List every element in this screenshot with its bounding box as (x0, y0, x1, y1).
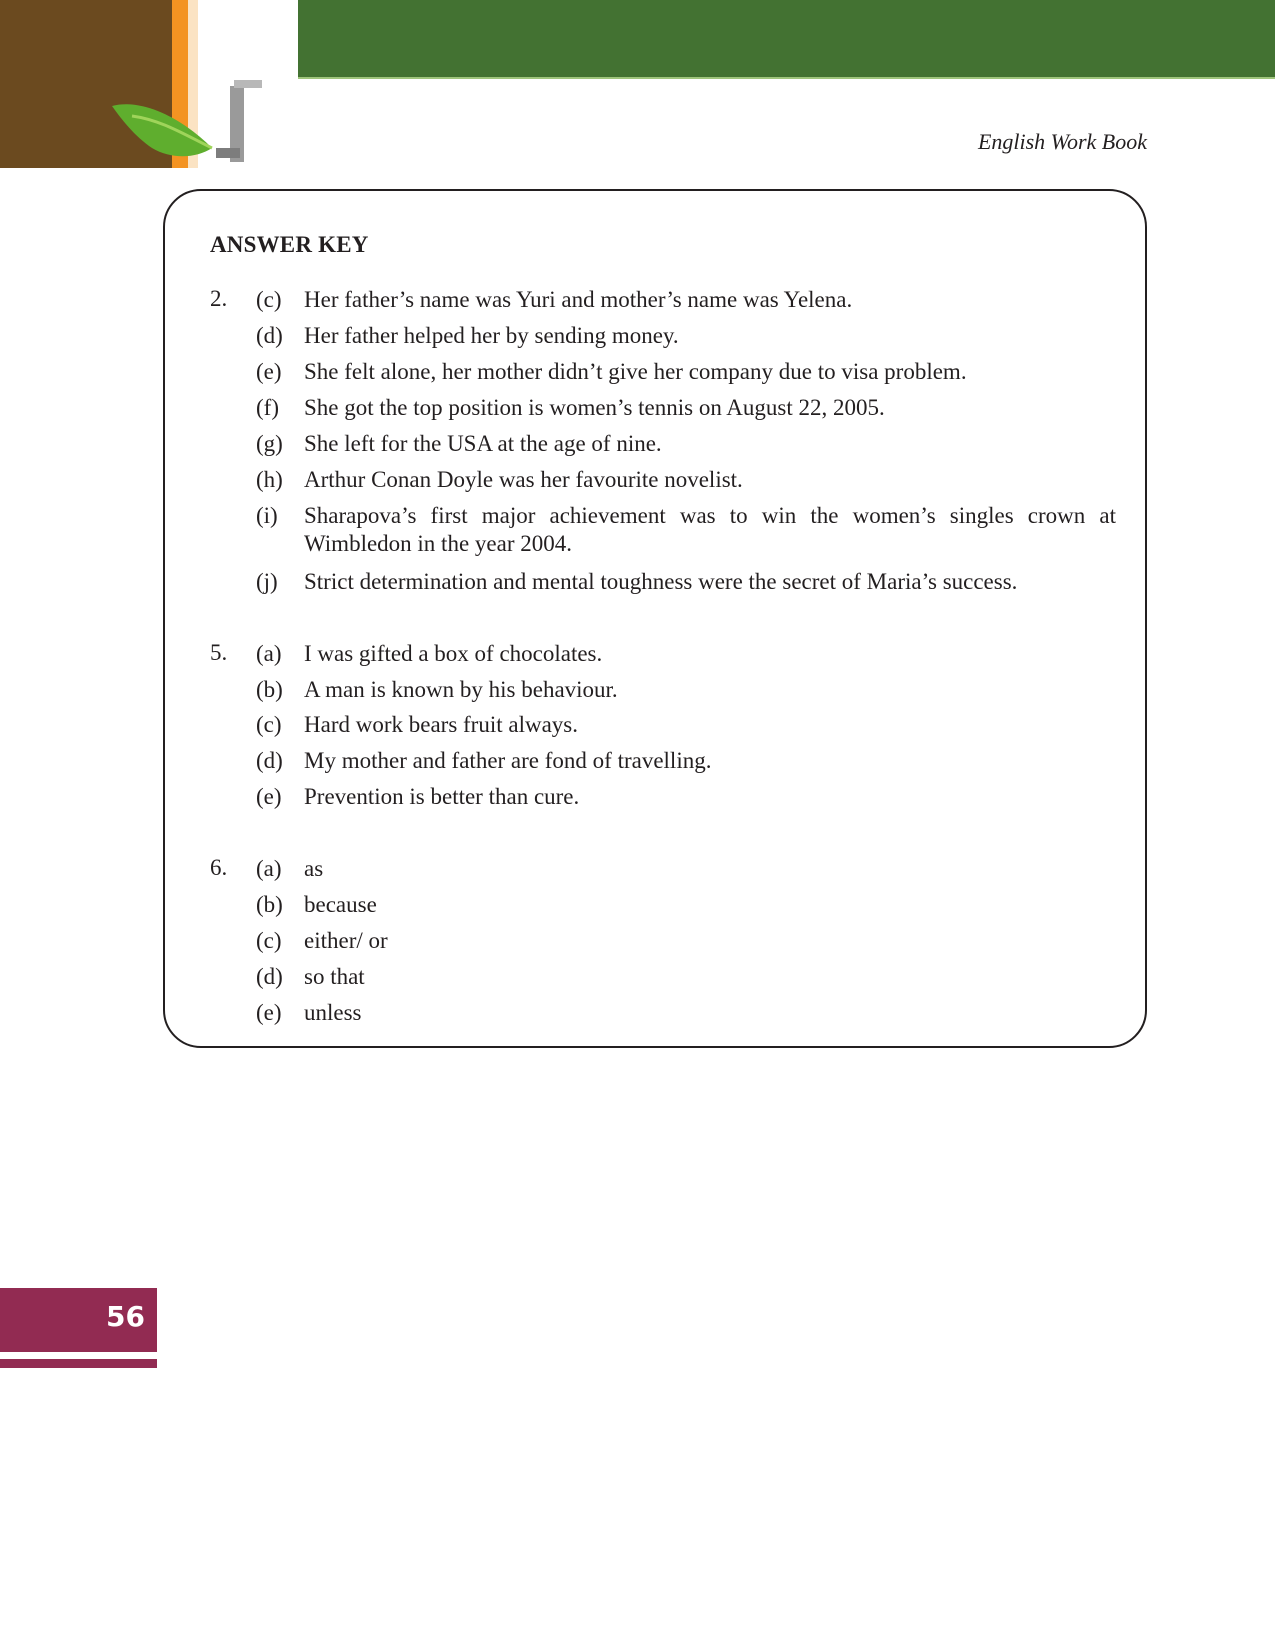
answer-text: I was gifted a box of chocolates. (304, 641, 603, 666)
answer-label: (e) (256, 1000, 282, 1025)
answer-key-box (163, 189, 1147, 1048)
answer-text: She left for the USA at the age of nine. (304, 431, 662, 456)
answer-label: (f) (256, 395, 279, 420)
header-band (298, 0, 1275, 77)
answer-text: as (304, 856, 324, 881)
answer-label: (c) (256, 712, 282, 737)
answer-text: because (304, 892, 377, 917)
answer-label: (h) (256, 467, 283, 492)
answer-item (256, 394, 1116, 422)
leaf-pen-icon (112, 78, 272, 172)
answer-label: (d) (256, 323, 283, 348)
answer-item (256, 711, 1116, 739)
question-number: 5. (210, 640, 228, 665)
answer-item (256, 963, 1116, 991)
answer-text: so that (304, 964, 365, 989)
answer-item (256, 358, 1116, 386)
answer-label: (a) (256, 641, 282, 666)
answer-label: (j) (256, 569, 278, 594)
answer-text: Sharapova’s first major achievement was to win the women’s singles crown at Wimbledon in the year 2004. (304, 503, 1116, 556)
answer-text: She felt alone, her mother didn’t give her company due to visa problem. (304, 359, 967, 384)
answer-item (256, 640, 1116, 668)
answer-text: Her father helped her by sending money. (304, 323, 679, 348)
answer-item (256, 322, 1116, 350)
answer-text: She got the top position is women’s tennis on August 22, 2005. (304, 395, 885, 420)
answer-label: (b) (256, 677, 283, 702)
answer-item (256, 676, 1116, 704)
page-number-tab-line (0, 1359, 157, 1368)
answer-label: (d) (256, 964, 283, 989)
answer-label: (i) (256, 503, 278, 528)
answer-item (256, 999, 1116, 1027)
answer-item (256, 466, 1116, 494)
answer-text: My mother and father are fond of travelling. (304, 748, 712, 773)
answer-text: Prevention is better than cure. (304, 784, 580, 809)
answer-text: Hard work bears fruit always. (304, 712, 578, 737)
header-band-line (298, 77, 1275, 79)
page-number: 56 (106, 1300, 145, 1333)
answer-label: (e) (256, 784, 282, 809)
answer-item (256, 891, 1116, 919)
question-number: 2. (210, 286, 228, 311)
answer-label: (b) (256, 892, 283, 917)
question-number: 6. (210, 855, 228, 880)
answer-item (256, 747, 1116, 775)
page-number-tab (0, 1288, 157, 1352)
answer-label: (c) (256, 287, 282, 312)
answer-item (256, 855, 1116, 883)
answer-item (256, 783, 1116, 811)
answer-item (256, 430, 1116, 458)
answer-label: (e) (256, 359, 282, 384)
answer-label: (c) (256, 928, 282, 953)
answer-item (256, 286, 1116, 314)
answer-item (256, 502, 1116, 558)
answer-key-heading: ANSWER KEY (210, 232, 369, 257)
running-header: English Work Book (977, 129, 1147, 154)
answer-text: unless (304, 1000, 362, 1025)
answer-label: (a) (256, 856, 282, 881)
answer-text: either/ or (304, 928, 388, 953)
answer-label: (g) (256, 431, 283, 456)
answer-label: (d) (256, 748, 283, 773)
answer-item (256, 927, 1116, 955)
answer-text: Her father’s name was Yuri and mother’s name was Yelena. (304, 287, 853, 312)
answer-text: A man is known by his behaviour. (304, 677, 618, 702)
answer-item (256, 568, 1116, 596)
answer-text: Strict determination and mental toughness were the secret of Maria’s success. (304, 569, 1018, 594)
answer-text: Arthur Conan Doyle was her favourite novelist. (304, 467, 743, 492)
